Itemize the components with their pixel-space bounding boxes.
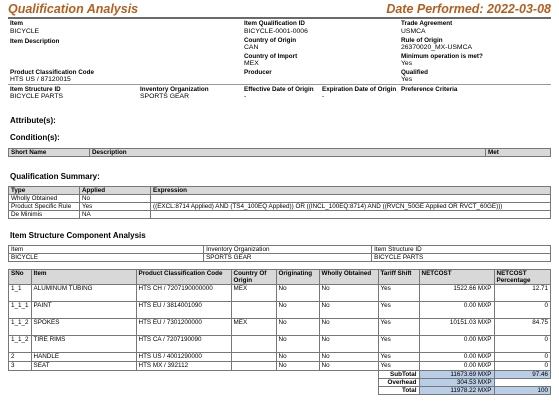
preference-criteria-label: Preference Criteria — [401, 86, 458, 93]
isca-header-item: Item — [9, 246, 204, 254]
comp-header-netcost-pct: NETCOST Percentage — [494, 270, 550, 285]
attributes-heading: Attribute(s): — [10, 116, 56, 125]
conditions-header-description: Description — [90, 149, 486, 157]
header-divider — [8, 17, 551, 19]
item-qualification-id-label: Item Qualification ID — [244, 20, 305, 27]
item-structure-table — [8, 245, 551, 262]
table-row: 1_1_1 PAINT HTS EU / 3814001090 No No Yes 0.00 MXP 0 — [9, 302, 551, 319]
qualified-label: Qualified — [401, 69, 428, 76]
item-description-label: Item Description — [10, 38, 60, 45]
comp-header-netcost: NETCOST — [419, 270, 494, 285]
inventory-organization-label: Inventory Organization — [140, 86, 209, 93]
qualified-value: Yes — [401, 76, 413, 83]
expiration-date-value: - — [322, 93, 325, 100]
info-divider — [8, 84, 551, 85]
conditions-heading: Condition(s): — [10, 133, 60, 142]
effective-date-label: Effective Date of Origin — [244, 86, 314, 93]
summary-header-type: Type — [9, 187, 80, 195]
country-of-origin-value: CAN — [244, 44, 259, 51]
table-row: 3 SEAT HTS MX / 392112 No No Yes 0.00 MXP 0 — [9, 362, 551, 371]
subtotal-row: SubTotal 11673.69 MXP 97.46 — [9, 371, 551, 379]
conditions-table — [8, 148, 551, 157]
isca-header-structure-id: Item Structure ID — [372, 246, 551, 254]
table-row: 2 HANDLE HTS US / 4001290000 No No Yes 0.00 MXP 0 — [9, 353, 551, 362]
conditions-header-short-name: Short Name — [9, 149, 90, 157]
item-value: BICYCLE — [10, 28, 40, 35]
date-performed: Date Performed: 2022-03-08 — [386, 2, 551, 16]
summary-header-expression: Expression — [151, 187, 551, 195]
comp-header-country: Country Of Origin — [231, 270, 276, 285]
trade-agreement-label: Trade Agreement — [401, 20, 453, 27]
qualification-summary-heading: Qualification Summary: — [10, 172, 100, 181]
report-title: Qualification Analysis — [8, 2, 139, 16]
component-analysis-table — [8, 269, 551, 395]
trade-agreement-value: USMCA — [401, 28, 426, 35]
overhead-row: Overhead 304.53 MXP — [9, 379, 551, 387]
product-classification-value: HTS US / 87120015 — [10, 76, 71, 83]
expiration-date-label: Expiration Date of Origin — [322, 86, 397, 93]
rule-of-origin-label: Rule of Origin — [401, 37, 443, 44]
report-header — [8, 2, 551, 18]
item-label: Item — [10, 20, 23, 27]
table-row: 1_1_2 TIRE RIMS HTS CA / 7207190090 No No Yes 0.00 MXP 0 — [9, 336, 551, 353]
comp-header-originating: Originating — [276, 270, 319, 285]
table-row: Product Specific Rule Yes ((EXCL:8714 Applied) AND (TS4_100EQ Applied)) OR ((INCL_100EQ:8714) AND ((RVCN_50GE Applied OR RVCT_60GE))) — [9, 203, 551, 211]
comp-header-wholly-obtained: Wholly Obtained — [319, 270, 378, 285]
table-row: 1_1_2 SPOKES HTS EU / 7301200000 MEX No No Yes 10151.03 MXP 84.75 — [9, 319, 551, 336]
total-row: Total 11978.22 MXP 100 — [9, 387, 551, 395]
item-structure-id-label: Item Structure ID — [10, 86, 61, 93]
isca-header-inventory-org: Inventory Organization — [204, 246, 372, 254]
table-row: De Minimis NA — [9, 211, 551, 219]
country-of-origin-label: Country of Origin — [244, 37, 297, 44]
table-row: BICYCLE SPORTS GEAR BICYCLE PARTS — [9, 254, 551, 262]
minimum-operation-label: Minimum operation is met? — [401, 53, 483, 60]
country-of-import-label: Country of Import — [244, 53, 298, 60]
country-of-import-value: MEX — [244, 60, 259, 67]
comp-header-sno: SNo — [9, 270, 32, 285]
item-structure-id-value: BICYCLE PARTS — [10, 93, 64, 100]
rule-of-origin-value: 26370020_MX-USMCA — [401, 44, 473, 51]
summary-header-applied: Applied — [80, 187, 151, 195]
inventory-organization-value: SPORTS GEAR — [140, 93, 189, 100]
table-row: 1_1 ALUMINUM TUBING HTS CH / 7207190000000 MEX No No Yes 1522.66 MXP 12.71 — [9, 285, 551, 302]
conditions-header-met: Met — [486, 149, 551, 157]
qualification-summary-table — [8, 186, 551, 219]
comp-header-item: Item — [31, 270, 136, 285]
item-qualification-id-value: BICYCLE-0001-0006 — [244, 28, 308, 35]
product-classification-label: Product Classification Code — [10, 69, 94, 76]
effective-date-value: - — [244, 93, 247, 100]
producer-label: Producer — [244, 69, 272, 76]
comp-header-pcc: Product Classification Code — [136, 270, 231, 285]
item-structure-analysis-heading: Item Structure Component Analysis — [10, 231, 146, 240]
minimum-operation-value: Yes — [401, 60, 413, 67]
comp-header-tariff-shift: Tariff Shift — [378, 270, 419, 285]
table-row: Wholly Obtained No — [9, 195, 551, 203]
